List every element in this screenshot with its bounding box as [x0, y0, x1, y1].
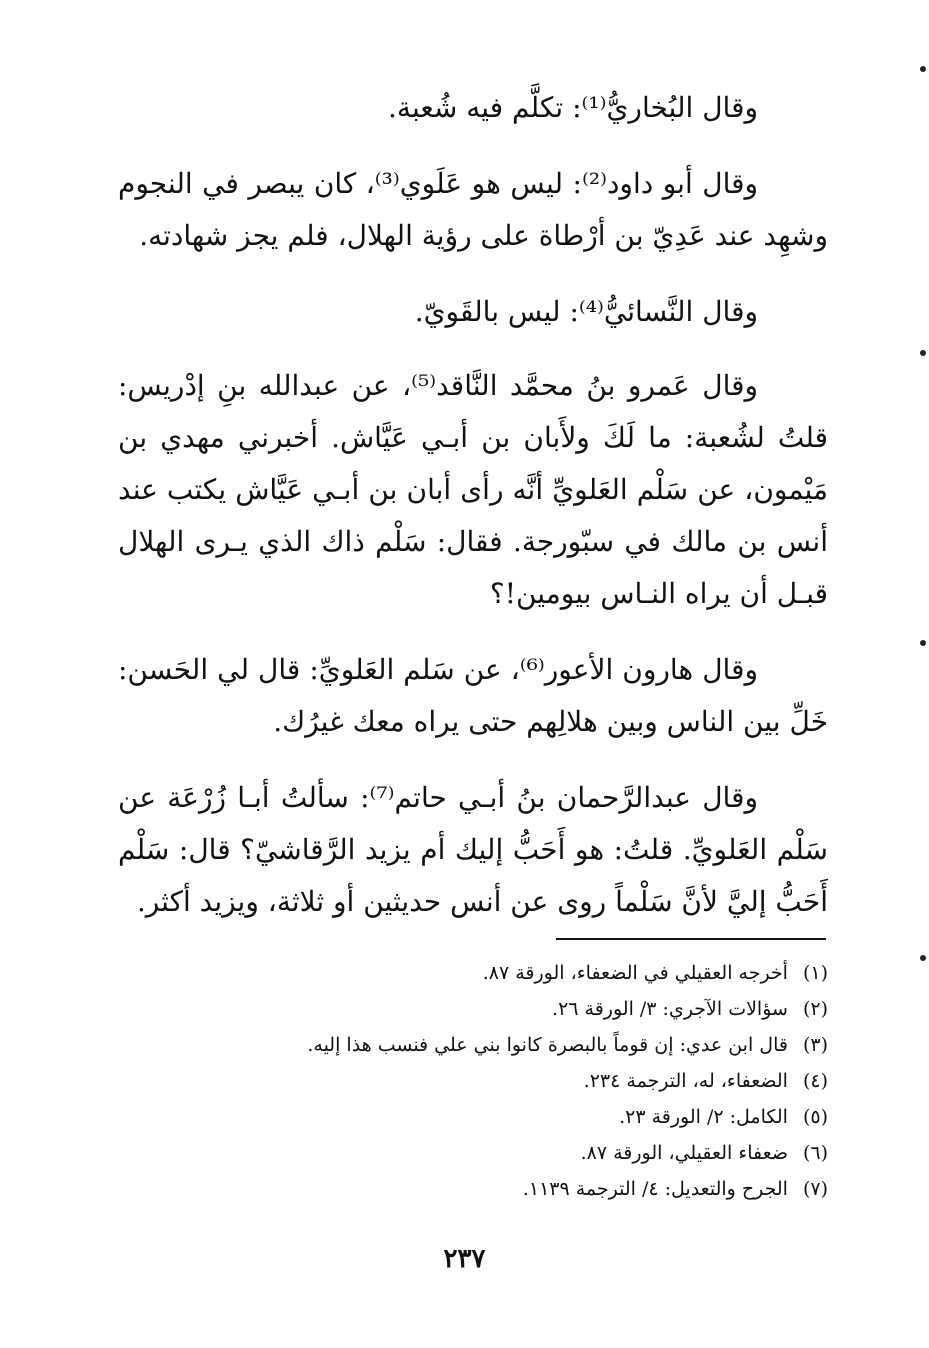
scan-speck	[920, 955, 926, 961]
scan-speck	[920, 66, 926, 72]
scan-speck	[920, 640, 926, 646]
footnote-2	[200, 991, 828, 1027]
footnote-text: أخرجه العقيلي في الضعفاء، الورقة ٨٧.	[482, 962, 788, 984]
paragraph-abu-dawud: وقال أبو داود⁽²⁾: ليس هو عَلَوي⁽³⁾، كان يبصر في النجوم وشهِد عند عَدِيّ بن أرْطاة على رؤية الهلال، فلم يجز شهادته.	[118, 167, 828, 252]
footnote-7	[200, 1171, 828, 1207]
paragraph-nasai: وقال النَّسائيُّ⁽⁴⁾: ليس بالقَويّ.	[414, 295, 758, 328]
footnote-number: (٣)	[802, 1034, 828, 1056]
footnote-3	[200, 1027, 828, 1063]
footnote-text: قال ابن عدي: إن قوماً بالبصرة كانوا بني علي فنسب هذا إليه.	[307, 1034, 788, 1056]
footnote-number: (٧)	[802, 1178, 828, 1200]
paragraph-ibn-abi-hatim: وقال عبدالرَّحمان بنُ أبـي حاتم⁽⁷⁾: سألتُ أبـا زُرْعَة عن سَلْم العَلويِّ. قلتُ: هو أَحَبُّ إليك أم يزيد الرَّقاشيّ؟ قال: سَلْم أَحَبُّ إليَّ لأنَّ سَلْماً روى عن أنس حديثين أو ثلاثة، ويزيد أكثر.	[118, 781, 828, 918]
paragraph-harun-awar: وقال هارون الأعور⁽⁶⁾، عن سَلم العَلويِّ: قال لي الحَسن: خَلِّ بين الناس وبين هلالِهم حتى يراه معك غيرُك.	[118, 653, 828, 738]
footnote-text: ضعفاء العقيلي، الورقة ٨٧.	[580, 1142, 788, 1164]
footnote-text: سؤالات الآجري: ٣/ الورقة ٢٦.	[552, 998, 788, 1020]
footnote-text: الضعفاء، له، الترجمة ٢٣٤.	[583, 1070, 788, 1092]
footnote-5	[200, 1099, 828, 1135]
scan-speck	[920, 350, 926, 356]
footnote-number: (٥)	[802, 1106, 828, 1128]
page-number: ٢٣٧	[443, 1244, 486, 1274]
paragraph-bukhari: وقال البُخاريُّ⁽¹⁾: تكلَّم فيه شُعبة.	[388, 91, 758, 124]
footnote-number: (١)	[802, 962, 828, 984]
footnote-number: (٢)	[802, 998, 828, 1020]
footnote-number: (٤)	[802, 1070, 828, 1092]
main-text	[118, 82, 828, 952]
paragraph-amr-naqid: وقال عَمرو بنُ محمَّد النَّاقد⁽⁵⁾، عن عبدالله بنِ إدْريس: قلتُ لشُعبة: ما لَكَ ولأَبان بن أبـي عَيَّاش. أخبرني مهدي بن مَيْمون، عن سَلْم العَلويِّ أنَّه رأى أبان بن أبـي عَيَّاش يكتب عند أنس بن مالك في سبّورجة. فقال: سَلْم ذاك الذي يـرى الهلال قبـل أن يراه النـاس بيومين!؟	[118, 369, 828, 610]
footnote-1	[200, 955, 828, 991]
footnotes	[200, 955, 828, 1207]
footnote-number: (٦)	[802, 1142, 828, 1164]
footnote-text: الكامل: ٢/ الورقة ٢٣.	[619, 1106, 788, 1128]
footnote-text: الجرح والتعديل: ٤/ الترجمة ١١٣٩.	[522, 1178, 788, 1200]
footnote-4	[200, 1063, 828, 1099]
footnote-divider	[556, 938, 826, 940]
footnote-6	[200, 1135, 828, 1171]
